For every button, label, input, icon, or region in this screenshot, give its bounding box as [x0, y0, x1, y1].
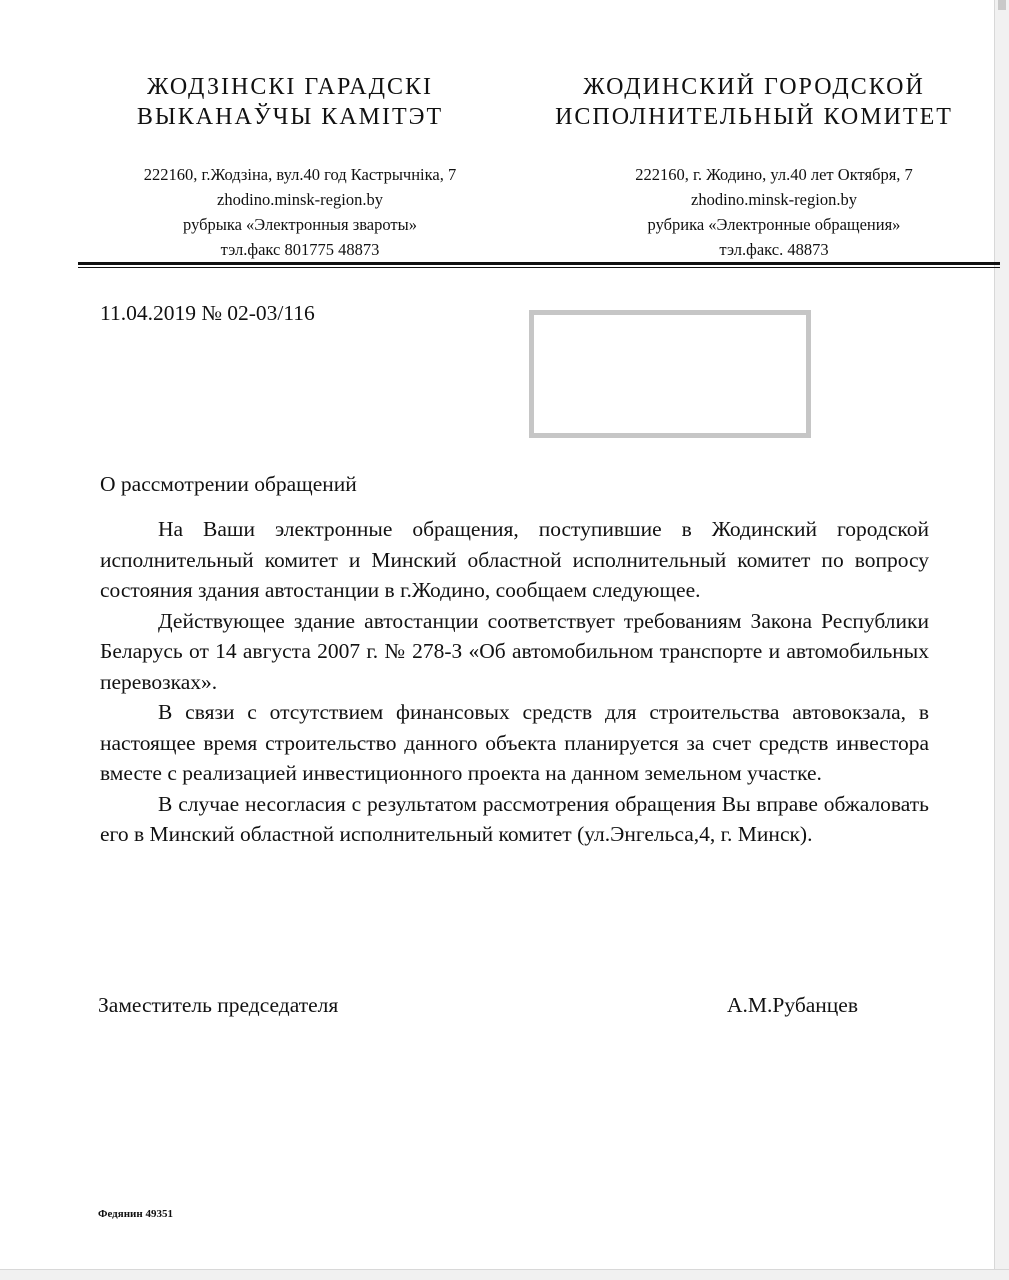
page-edge-right [994, 0, 1009, 1280]
page-edge-bottom [0, 1269, 1009, 1280]
document-subject: О рассмотрении обращений [100, 472, 357, 496]
page-edge-marker [998, 0, 1006, 10]
address-ru: 222160, г. Жодино, ул.40 лет Октября, 7 [635, 165, 913, 184]
org-name-by-line2: ВЫКАНАЎЧЫ КАМІТЭТ [136, 104, 444, 130]
executor-note: Федянин 49351 [98, 1208, 173, 1220]
org-name-russian [538, 72, 970, 132]
org-name-by-line1: ЖОДЗІНСКІ ГАРАДСКІ [147, 74, 433, 100]
website-ru: zhodino.minsk-region.by [691, 190, 857, 209]
signatory-title: Заместитель председателя [98, 993, 339, 1017]
org-name-belarusian [100, 72, 480, 132]
body-paragraph: На Ваши электронные обращения, поступившие в Жодинский городской исполнительный комитет и Минский областной исполнительный комитет по вопросу состояния здания автостанции в г.Жодино, сообщаем следующее. [100, 517, 929, 602]
phone-ru: тэл.факс. 48873 [719, 240, 829, 259]
letterhead-divider-thin [78, 267, 1000, 268]
address-by: 222160, г.Жодзіна, вул.40 год Кастрычніка, 7 [143, 165, 457, 184]
signatory-name: А.М.Рубанцев [727, 993, 859, 1017]
body-paragraph: Действующее здание автостанции соответствует требованиям Закона Республики Беларусь от 14 августа 2007 г. № 278-З «Об автомобильном транспорте и автомобильных перевозках». [100, 608, 929, 694]
redacted-recipient-box [529, 310, 811, 438]
body-paragraph: В связи с отсутствием финансовых средств для строительства автовокзала, в настоящее время строительство данного объекта планируется за счет средств инвестора вместе с реализацией инвестиционного проекта на данном земельном участке. [100, 700, 929, 785]
rubric-by: рубрыка «Электронныя звароты» [183, 215, 417, 234]
org-name-ru-line2: ИСПОЛНИТЕЛЬНЫЙ КОМИТЕТ [555, 104, 953, 130]
contacts-belarusian [80, 162, 520, 262]
letterhead-divider-thick [78, 262, 1000, 265]
contacts-russian [578, 162, 970, 262]
org-name-ru-line1: ЖОДИНСКИЙ ГОРОДСКОЙ [583, 74, 925, 100]
body-paragraph: В случае несогласия с результатом рассмотрения обращения Вы вправе обжаловать его в Минский областной исполнительный комитет (ул.Энгельса,4, г. Минск). [100, 791, 929, 846]
document-reference: 11.04.2019 № 02-03/116 [100, 301, 315, 325]
website-by: zhodino.minsk-region.by [217, 190, 383, 209]
rubric-ru: рубрика «Электронные обращения» [647, 215, 901, 234]
letter-body [100, 514, 929, 850]
phone-by: тэл.факс 801775 48873 [220, 240, 380, 259]
